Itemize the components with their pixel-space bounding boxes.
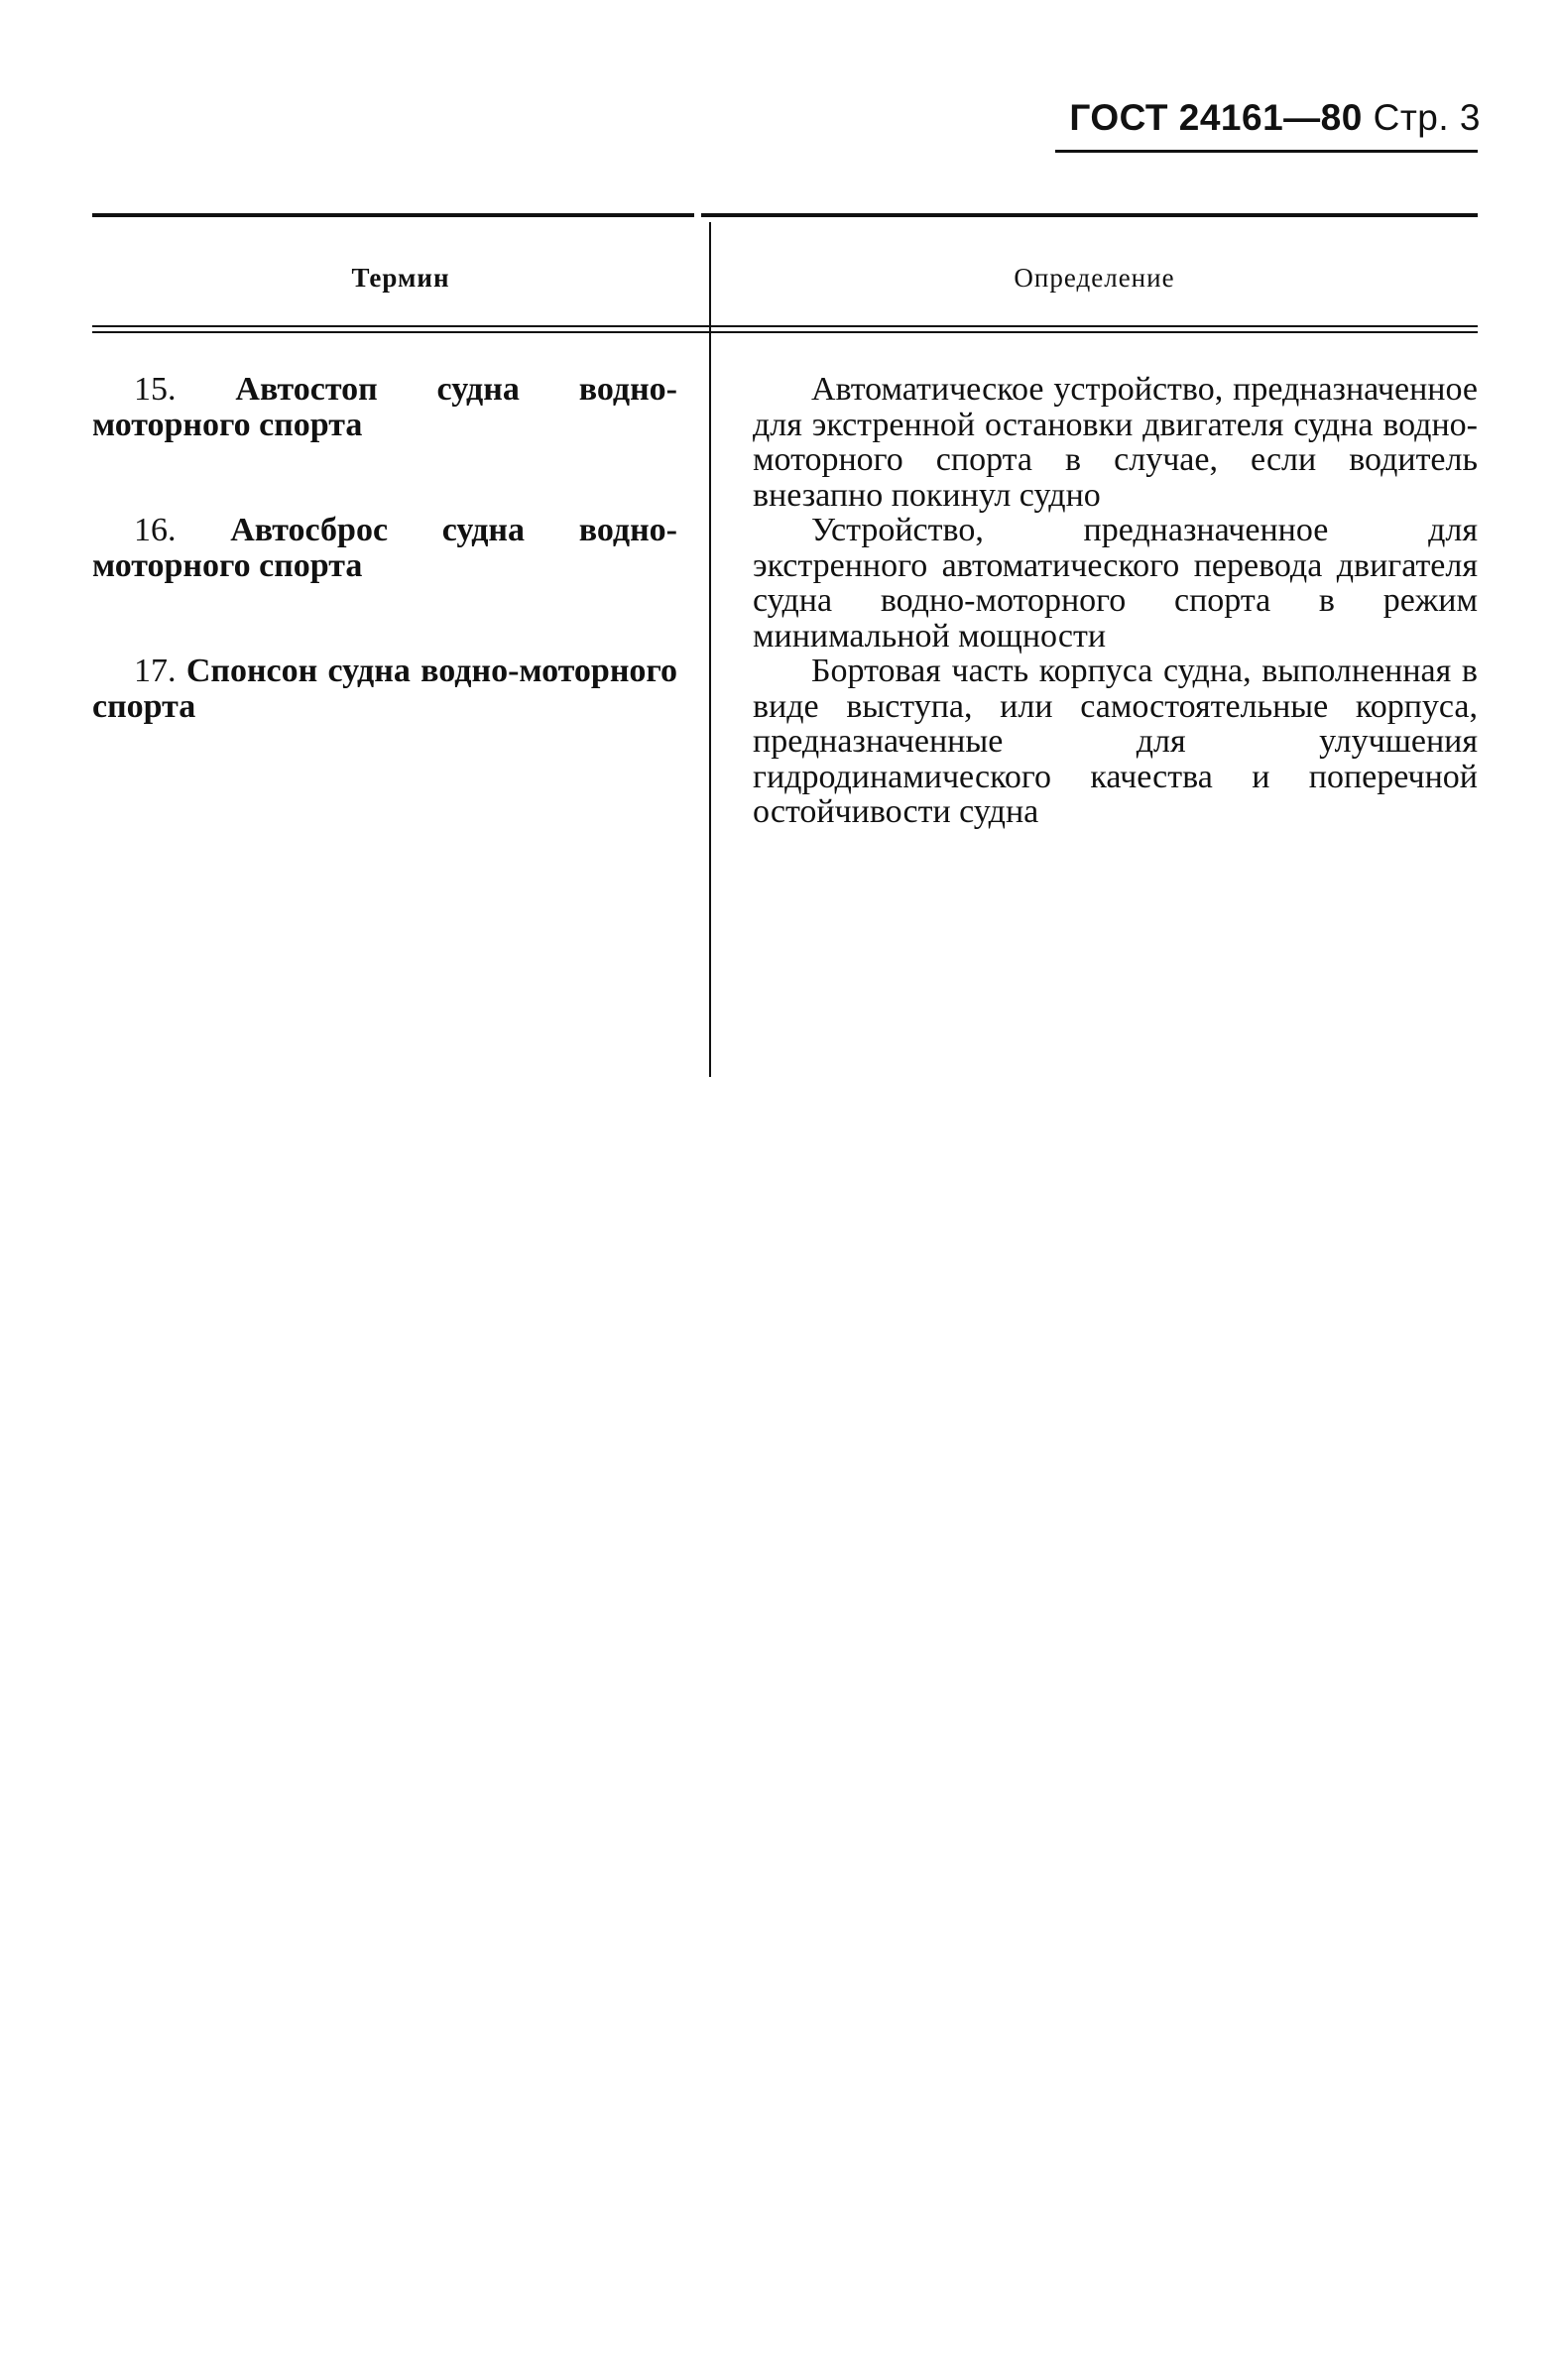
table-top-rule-left <box>92 213 694 217</box>
header-bottom-rule <box>92 325 1478 327</box>
term-text: Спонсон судна водно-моторного спорта <box>92 653 677 725</box>
definition-cell: Бортовая часть корпуса судна, выполненная в виде выступа, или самостоятельные корпуса, предназначенные для улучшения гидродинамического качества и поперечной остойчивости судна <box>753 653 1478 830</box>
document-id: ГОСТ 24161—80 <box>1069 97 1363 138</box>
table-top-rule-right <box>701 213 1478 217</box>
term-text: Автосброс судна водно-моторного спорта <box>92 512 677 584</box>
table-body <box>92 372 1478 830</box>
term-number: 17. <box>134 653 177 689</box>
term-cell <box>92 513 709 654</box>
term-cell <box>92 372 709 513</box>
table-row <box>92 654 1478 830</box>
table-row <box>92 372 1478 513</box>
term-text: Автостоп судна водно-моторного спорта <box>92 371 678 443</box>
definition-cell: Автоматическое устройство, предназначенное для экстренной остановки двигателя судна водно-моторного спорта в случае, если водитель внезапно покинул судно <box>753 371 1478 514</box>
column-header-term: Термин <box>351 263 450 293</box>
column-header-definition: Определение <box>1014 263 1175 293</box>
definition-cell: Устройство, предназначенное для экстренного автоматического перевода двигателя судна водно-моторного спорта в режим минимальной мощности <box>753 512 1478 654</box>
page-header <box>1069 97 1481 139</box>
term-number: 15. <box>134 371 177 408</box>
term-number: 16. <box>134 512 177 548</box>
header-bottom-rule-double <box>92 331 1478 333</box>
page-number: Стр. 3 <box>1373 97 1481 138</box>
header-rule <box>1055 150 1478 153</box>
term-cell <box>92 654 709 830</box>
table-row <box>92 513 1478 654</box>
